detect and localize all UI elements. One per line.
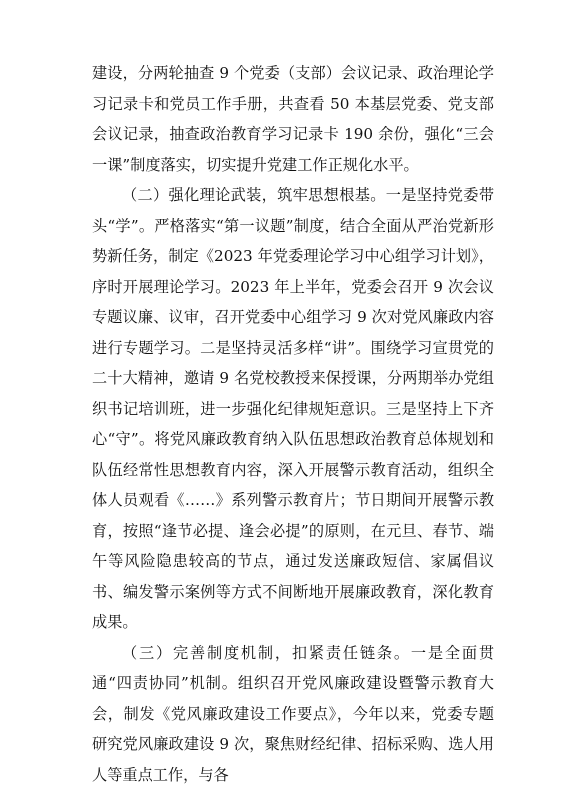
- paragraph-2: （二）强化理论武装，筑牢思想根基。一是坚持党委带头“学”。严格落实“第一议题”制度，结合全面从严治党新形势新任务，制定《2023 年党委理论学习中心组学习计划》，序时开展理论学习。2023 年上半年，党委会召开 9 次会议专题议廉、议审，召开党委中心组学习 9 次对党风廉政内容进行专题学习。二是坚持灵活多样“讲”。围绕学习宣贯党的二十大精神，邀请 9 名党校教授来保授课，分两期举办党组织书记培训班，进一步强化纪律规矩意识。三是坚持上下齐心“守”。将党风廉政教育纳入队伍思想政治教育总体规划和队伍经常性思想教育内容，深入开展警示教育活动，组织全体人员观看《……》系列警示教育片；节日期间开展警示教育，按照“逢节必提、逢会必提”的原则，在元旦、春节、端午等风险隐患较高的节点，通过发送廉政短信、家属倡议书、编发警示案例等方式不间断地开展廉政教育，深化教育成果。: [92, 180, 494, 638]
- paragraph-3: （三）完善制度机制，扣紧责任链条。一是全面贯通“四责协同”机制。组织召开党风廉政建设暨警示教育大会，制发《党风廉政建设工作要点》，今年以来，党委专题研究党风廉政建设 9 次，聚焦财经纪律、招标采购、选人用人等重点工作，与各: [92, 638, 494, 790]
- document-body: [92, 58, 494, 790]
- paragraph-1: 建设，分两轮抽查 9 个党委（支部）会议记录、政治理论学习记录卡和党员工作手册，共查看 50 本基层党委、党支部会议记录，抽查政治教育学习记录卡 190 余份，强化“三会一课”制度落实，切实提升党建工作正规化水平。: [92, 58, 494, 180]
